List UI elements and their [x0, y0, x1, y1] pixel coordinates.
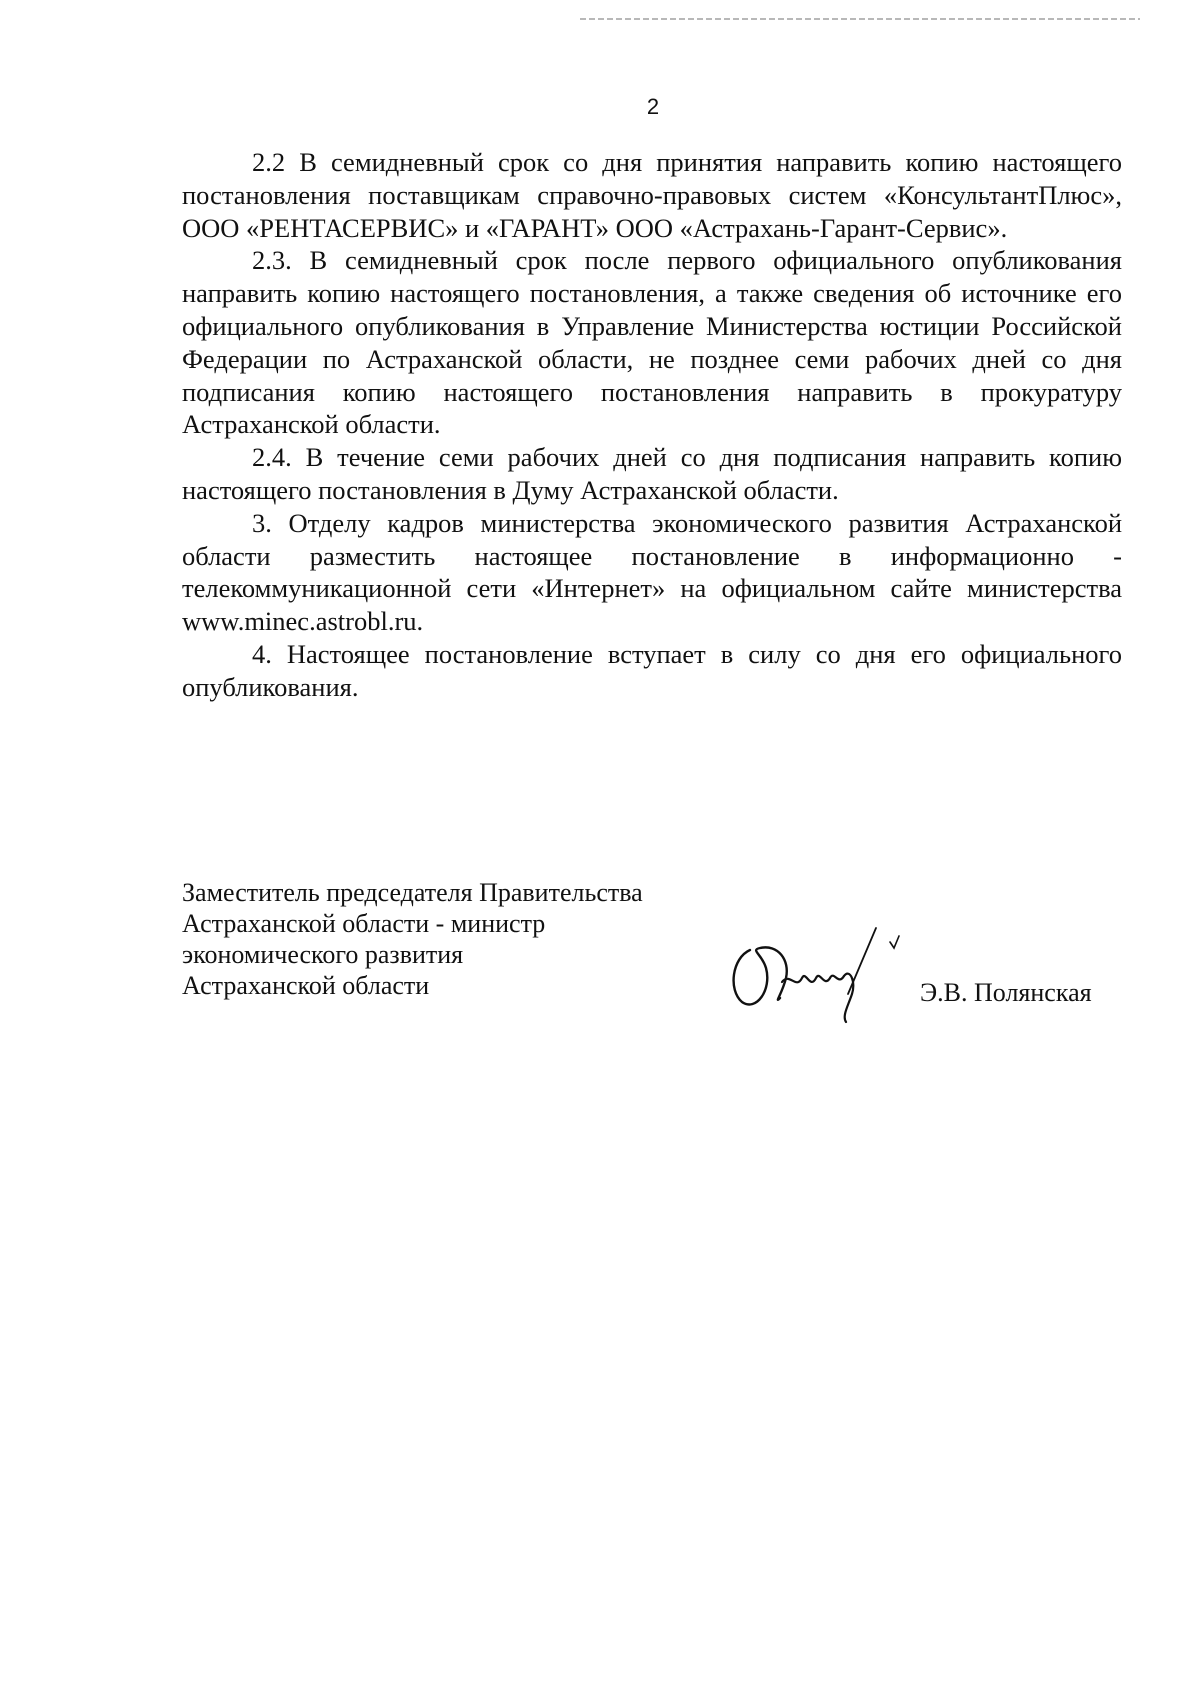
paragraph-2-3: 2.3. В семидневный срок после первого официального опубликования направить копию настоящего постановления, а также сведения об источнике его официального опубликования в Управление Министерства юстиции Российской Федерации по Астраханской области, не позднее семи рабочих дней со дня подписания копию настоящего постановления направить в прокуратуру Астраханской области.	[182, 245, 1122, 440]
position-line: Астраханской области - министр	[182, 909, 546, 938]
position-line: экономического развития	[182, 940, 464, 969]
paragraph-4: 4. Настоящее постановление вступает в силу со дня его официального опубликования.	[182, 638, 1122, 702]
page-number: 2	[646, 94, 660, 119]
position-line: Заместитель председателя Правительства	[182, 878, 643, 907]
scan-edge-line	[580, 18, 1140, 20]
paragraph-2-4: 2.4. В течение семи рабочих дней со дня подписания направить копию настоящего постановления в Думу Астраханской области.	[182, 442, 1122, 505]
document-body	[182, 146, 1122, 704]
paragraph-3: 3. Отделу кадров министерства экономического развития Астраханской области разместить настоящее постановление в информационно - телекоммуникационной сети «Интернет» на официальном сайте министерства www.minec.astrobl.ru.	[182, 507, 1122, 637]
paragraph-2-2: 2.2 В семидневный срок со дня принятия направить копию настоящего постановления поставщикам справочно-правовых систем «КонсультантПлюс», ООО «РЕНТАСЕРВИС» и «ГАРАНТ» ООО «Астрахань-Гарант-Сервис».	[182, 147, 1122, 243]
handwritten-signature	[720, 920, 920, 1030]
position-line: Астраханской области	[182, 971, 430, 1000]
signer-name: Э.В. Полянская	[920, 978, 1092, 1007]
